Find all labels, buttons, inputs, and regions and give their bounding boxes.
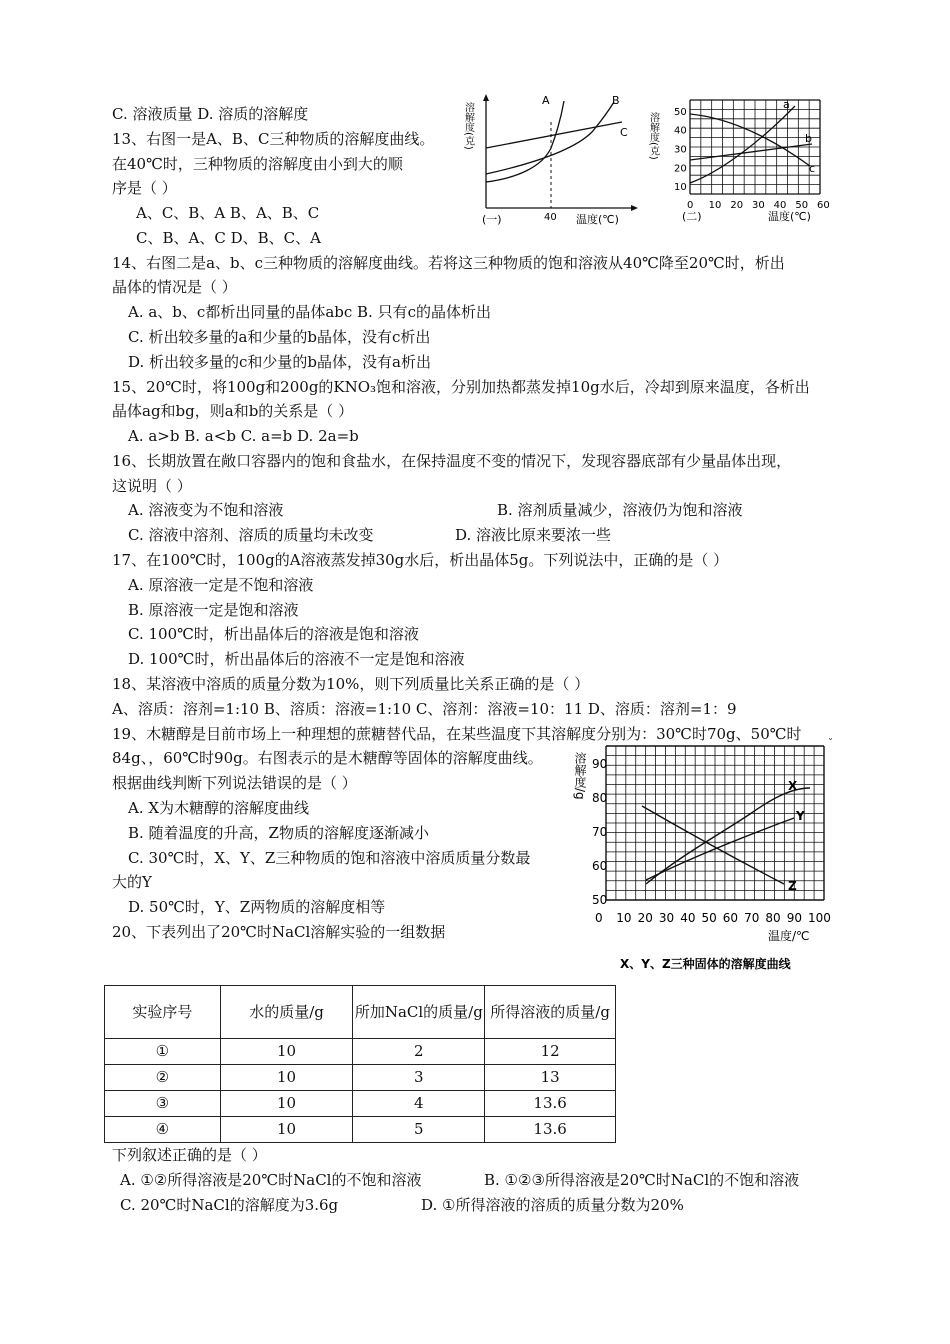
table-cell: 3 [353, 1065, 485, 1091]
table-cell: 5 [353, 1117, 485, 1143]
y-tick-label: 10 [674, 182, 687, 194]
q19-option-b: B. 随着温度的升高，Z物质的溶解度逐渐减小 [128, 824, 429, 842]
q14-stem-line1: 14、右图二是a、b、c三种物质的溶解度曲线。若将这三种物质的饱和溶液从40℃降至20℃时，析出 [112, 254, 785, 272]
curve-label-a: A [542, 94, 550, 107]
curve-label-z: Z [788, 879, 797, 893]
q14-option-d: D. 析出较多量的c和少量的b晶体，没有a析出 [128, 353, 431, 371]
y-tick-label: 50 [674, 106, 687, 118]
q16-stem-line2: 这说明（ ） [112, 477, 192, 495]
solubility-figure-one [462, 92, 640, 228]
y-axis-arrow [483, 94, 489, 101]
figure-caption: X、Y、Z三种固体的溶解度曲线 [620, 957, 791, 971]
y-tick-label: 30 [674, 144, 687, 156]
curve-label-c: c [809, 162, 816, 175]
x-tick-label: 30 [658, 911, 675, 925]
x-tick-label: 0 [595, 911, 603, 925]
q20-option-c: C. 20℃时NaCl的溶解度为3.6g [120, 1196, 339, 1214]
y-axis-label: 溶解度/g [573, 752, 587, 800]
figure-caption: (一) [482, 213, 502, 226]
y-tick-label: 50 [592, 893, 608, 907]
y-tick-label: 40 [674, 125, 687, 137]
q20-option-a: A. ①②所得溶液是20℃时NaCl的不饱和溶液 [120, 1171, 422, 1189]
y-axis-label: 溶解度(克) [647, 112, 659, 160]
x-tick-label: 50 [701, 911, 717, 925]
q20-option-b: B. ①②③所得溶液是20℃时NaCl的不饱和溶液 [484, 1171, 800, 1189]
y-tick-label: 60 [592, 859, 608, 873]
table-cell: 10 [220, 1065, 353, 1091]
solubility-figure-two [647, 92, 832, 226]
x-axis-label: 温度(℃) [768, 210, 811, 223]
q13-options-cd: C、B、A、C D、B、C、A [136, 229, 321, 247]
x-tick-label: 20 [730, 200, 744, 211]
table-header-cell: 实验序号 [105, 986, 221, 1039]
q12-options-cd: C. 溶液质量 D. 溶质的溶解度 [112, 105, 309, 123]
q19-stem-line2: 84g、，60℃时90g。右图表示的是木糖醇等固体的溶解度曲线。 [112, 749, 543, 767]
x-tick-label: 0 [687, 200, 694, 211]
table-cell: 10 [220, 1039, 353, 1065]
q15-stem-line1: 15、20℃时，将100g和200g的KNO₃饱和溶液，分别加热都蒸发掉10g水后，冷却到原来温度，各析出 [112, 378, 810, 396]
q20-question: 下列叙述正确的是（ ） [112, 1146, 267, 1164]
y-tick-labels [592, 757, 607, 907]
table-cell: 12 [485, 1039, 616, 1065]
table-cell: 13.6 [485, 1117, 616, 1143]
y-tick-label: 20 [674, 163, 687, 175]
q16-option-d: D. 溶液比原来要浓一些 [455, 526, 612, 544]
y-tick-labels [674, 107, 687, 193]
x-tick-label: 60 [722, 911, 739, 925]
q17-option-d: D. 100℃时，析出晶体后的溶液不一定是饱和溶液 [128, 650, 465, 668]
q17-option-a: A. 原溶液一定是不饱和溶液 [128, 576, 314, 594]
x-tick-label: 50 [795, 200, 809, 211]
table-header-cell: 水的质量/g [220, 986, 353, 1039]
q13-stem-line3: 序是（ ） [112, 179, 177, 197]
table-cell: 13.6 [485, 1091, 616, 1117]
curve-y [646, 818, 794, 880]
q20-option-d: D. ①所得溶液的溶质的质量分数为20% [421, 1196, 684, 1214]
q13-options-ab: A、C、B、A B、A、B、C [136, 204, 320, 222]
y-tick-label: 70 [592, 825, 608, 839]
table-cell: ③ [105, 1091, 221, 1117]
q13-stem-line1: 13、右图一是A、B、C三种物质的溶解度曲线。 [112, 130, 435, 148]
table-row [105, 1065, 616, 1091]
x-tick-label: 40 [773, 200, 787, 211]
table-header-cell: 所加NaCl的质量/g [353, 986, 485, 1039]
table-cell: ② [105, 1065, 221, 1091]
q16-option-c: C. 溶液中溶剂、溶质的质量均未改变 [128, 526, 374, 544]
q17-option-b: B. 原溶液一定是饱和溶液 [128, 601, 299, 619]
q18-stem: 18、某溶液中溶质的质量分数为10%，则下列质量比关系正确的是（ ） [112, 675, 590, 693]
x-tick-label: 70 [744, 911, 760, 925]
q19-option-c-line2: 大的Y [112, 873, 152, 891]
x-tick-label: 30 [752, 200, 765, 211]
y-tick-label: 90 [592, 757, 608, 771]
q18-options: A、溶质：溶剂=1:10 B、溶质：溶液=1:10 C、溶剂：溶液=10：11 D、溶质：溶剂=1：9 [112, 700, 737, 718]
q15-stem-line2: 晶体ag和bg，则a和b的关系是（ ） [112, 402, 354, 420]
x-tick-label: 40 [680, 911, 696, 925]
x-tick-label: 10 [616, 911, 632, 925]
q19-option-c-line1: C. 30℃时，X、Y、Z三种物质的饱和溶液中溶质质量分数最 [128, 849, 531, 867]
q15-options: A. a>b B. a<b C. a=b D. 2a=b [128, 427, 359, 445]
x-tick-label: 100 [808, 911, 831, 925]
q19-option-a: A. X为木糖醇的溶解度曲线 [128, 799, 310, 817]
curve-label-b: b [805, 132, 812, 145]
x-axis-arrow [631, 205, 638, 211]
q14-option-c: C. 析出较多量的a和少量的b晶体，没有c析出 [128, 328, 431, 346]
q14-stem-line2: 晶体的情况是（ ） [112, 278, 237, 296]
q19-stem-line3: 根据曲线判断下列说法错误的是（ ） [112, 774, 357, 792]
y-axis-label: 溶解度(克) [462, 102, 474, 150]
q13-stem-line2: 在40℃时，三种物质的溶解度由小到大的顺 [112, 155, 403, 173]
q19-stem-line1: 19、木糖醇是目前市场上一种理想的蔗糖替代品，在某些温度下其溶解度分别为：30℃时70g、50℃时 [112, 725, 802, 743]
x-tick-label: 10 [708, 200, 722, 211]
x-tick-labels [595, 911, 831, 925]
q16-stem-line1: 16、长期放置在敞口容器内的饱和食盐水，在保持温度不变的情况下，发现容器底部有少量晶体出现， [112, 452, 792, 470]
q16-option-b: B. 溶剂质量减少，溶液仍为饱和溶液 [497, 501, 743, 519]
q17-option-c: C. 100℃时，析出晶体后的溶液是饱和溶液 [128, 625, 419, 643]
curve-label-b: B [612, 94, 620, 107]
curve-label-c: C [620, 126, 628, 139]
grid [690, 100, 820, 194]
table-header-cell: 所得溶液的质量/g [485, 986, 616, 1039]
table-row [105, 1091, 616, 1117]
q19-option-d: D. 50℃时，Y、Z两物质的溶解度相等 [128, 898, 386, 916]
table-cell: ④ [105, 1117, 221, 1143]
x-tick-label: 20 [637, 911, 653, 925]
table-cell: ① [105, 1039, 221, 1065]
nacl-dissolution-table [104, 985, 616, 1143]
curve-a [486, 101, 564, 182]
q17-stem: 17、在100℃时，100g的A溶液蒸发掉30g水后，析出晶体5g。下列说法中，正确的是（ ） [112, 551, 729, 569]
curve-x [646, 788, 810, 884]
curve-b [486, 102, 614, 174]
xyz-solubility-figure [570, 738, 842, 978]
table-cell: 10 [220, 1091, 353, 1117]
stray-mark: ˘ [828, 738, 833, 749]
x-tick-label: 90 [786, 911, 802, 925]
table-cell: 10 [220, 1117, 353, 1143]
curve-label-x: X [788, 779, 798, 793]
curve-a [690, 106, 795, 183]
table-row [105, 1117, 616, 1143]
table-cell: 2 [353, 1039, 485, 1065]
x-axis-label: 温度(℃) [576, 213, 619, 226]
q16-option-a: A. 溶液变为不饱和溶液 [128, 501, 284, 519]
curve-label-a: a [783, 98, 790, 111]
x-tick-label: 60 [817, 200, 830, 211]
x-tick-label: 40 [544, 212, 557, 223]
q20-stem: 20、下表列出了20℃时NaCl溶解实验的一组数据 [112, 923, 446, 941]
x-tick-label: 80 [765, 911, 781, 925]
curve-c [486, 122, 622, 148]
grid [606, 746, 824, 900]
table-cell: 13 [485, 1065, 616, 1091]
table-row [105, 1039, 616, 1065]
table-header-row [105, 986, 616, 1039]
curve-label-y: Y [796, 809, 805, 823]
y-tick-label: 80 [592, 791, 608, 805]
table-cell: 4 [353, 1091, 485, 1117]
x-axis-label: 温度/℃ [768, 929, 810, 943]
q14-option-ab: A. a、b、c都析出同量的晶体abc B. 只有c的晶体析出 [128, 303, 491, 321]
figure-caption: (二) [682, 210, 702, 223]
